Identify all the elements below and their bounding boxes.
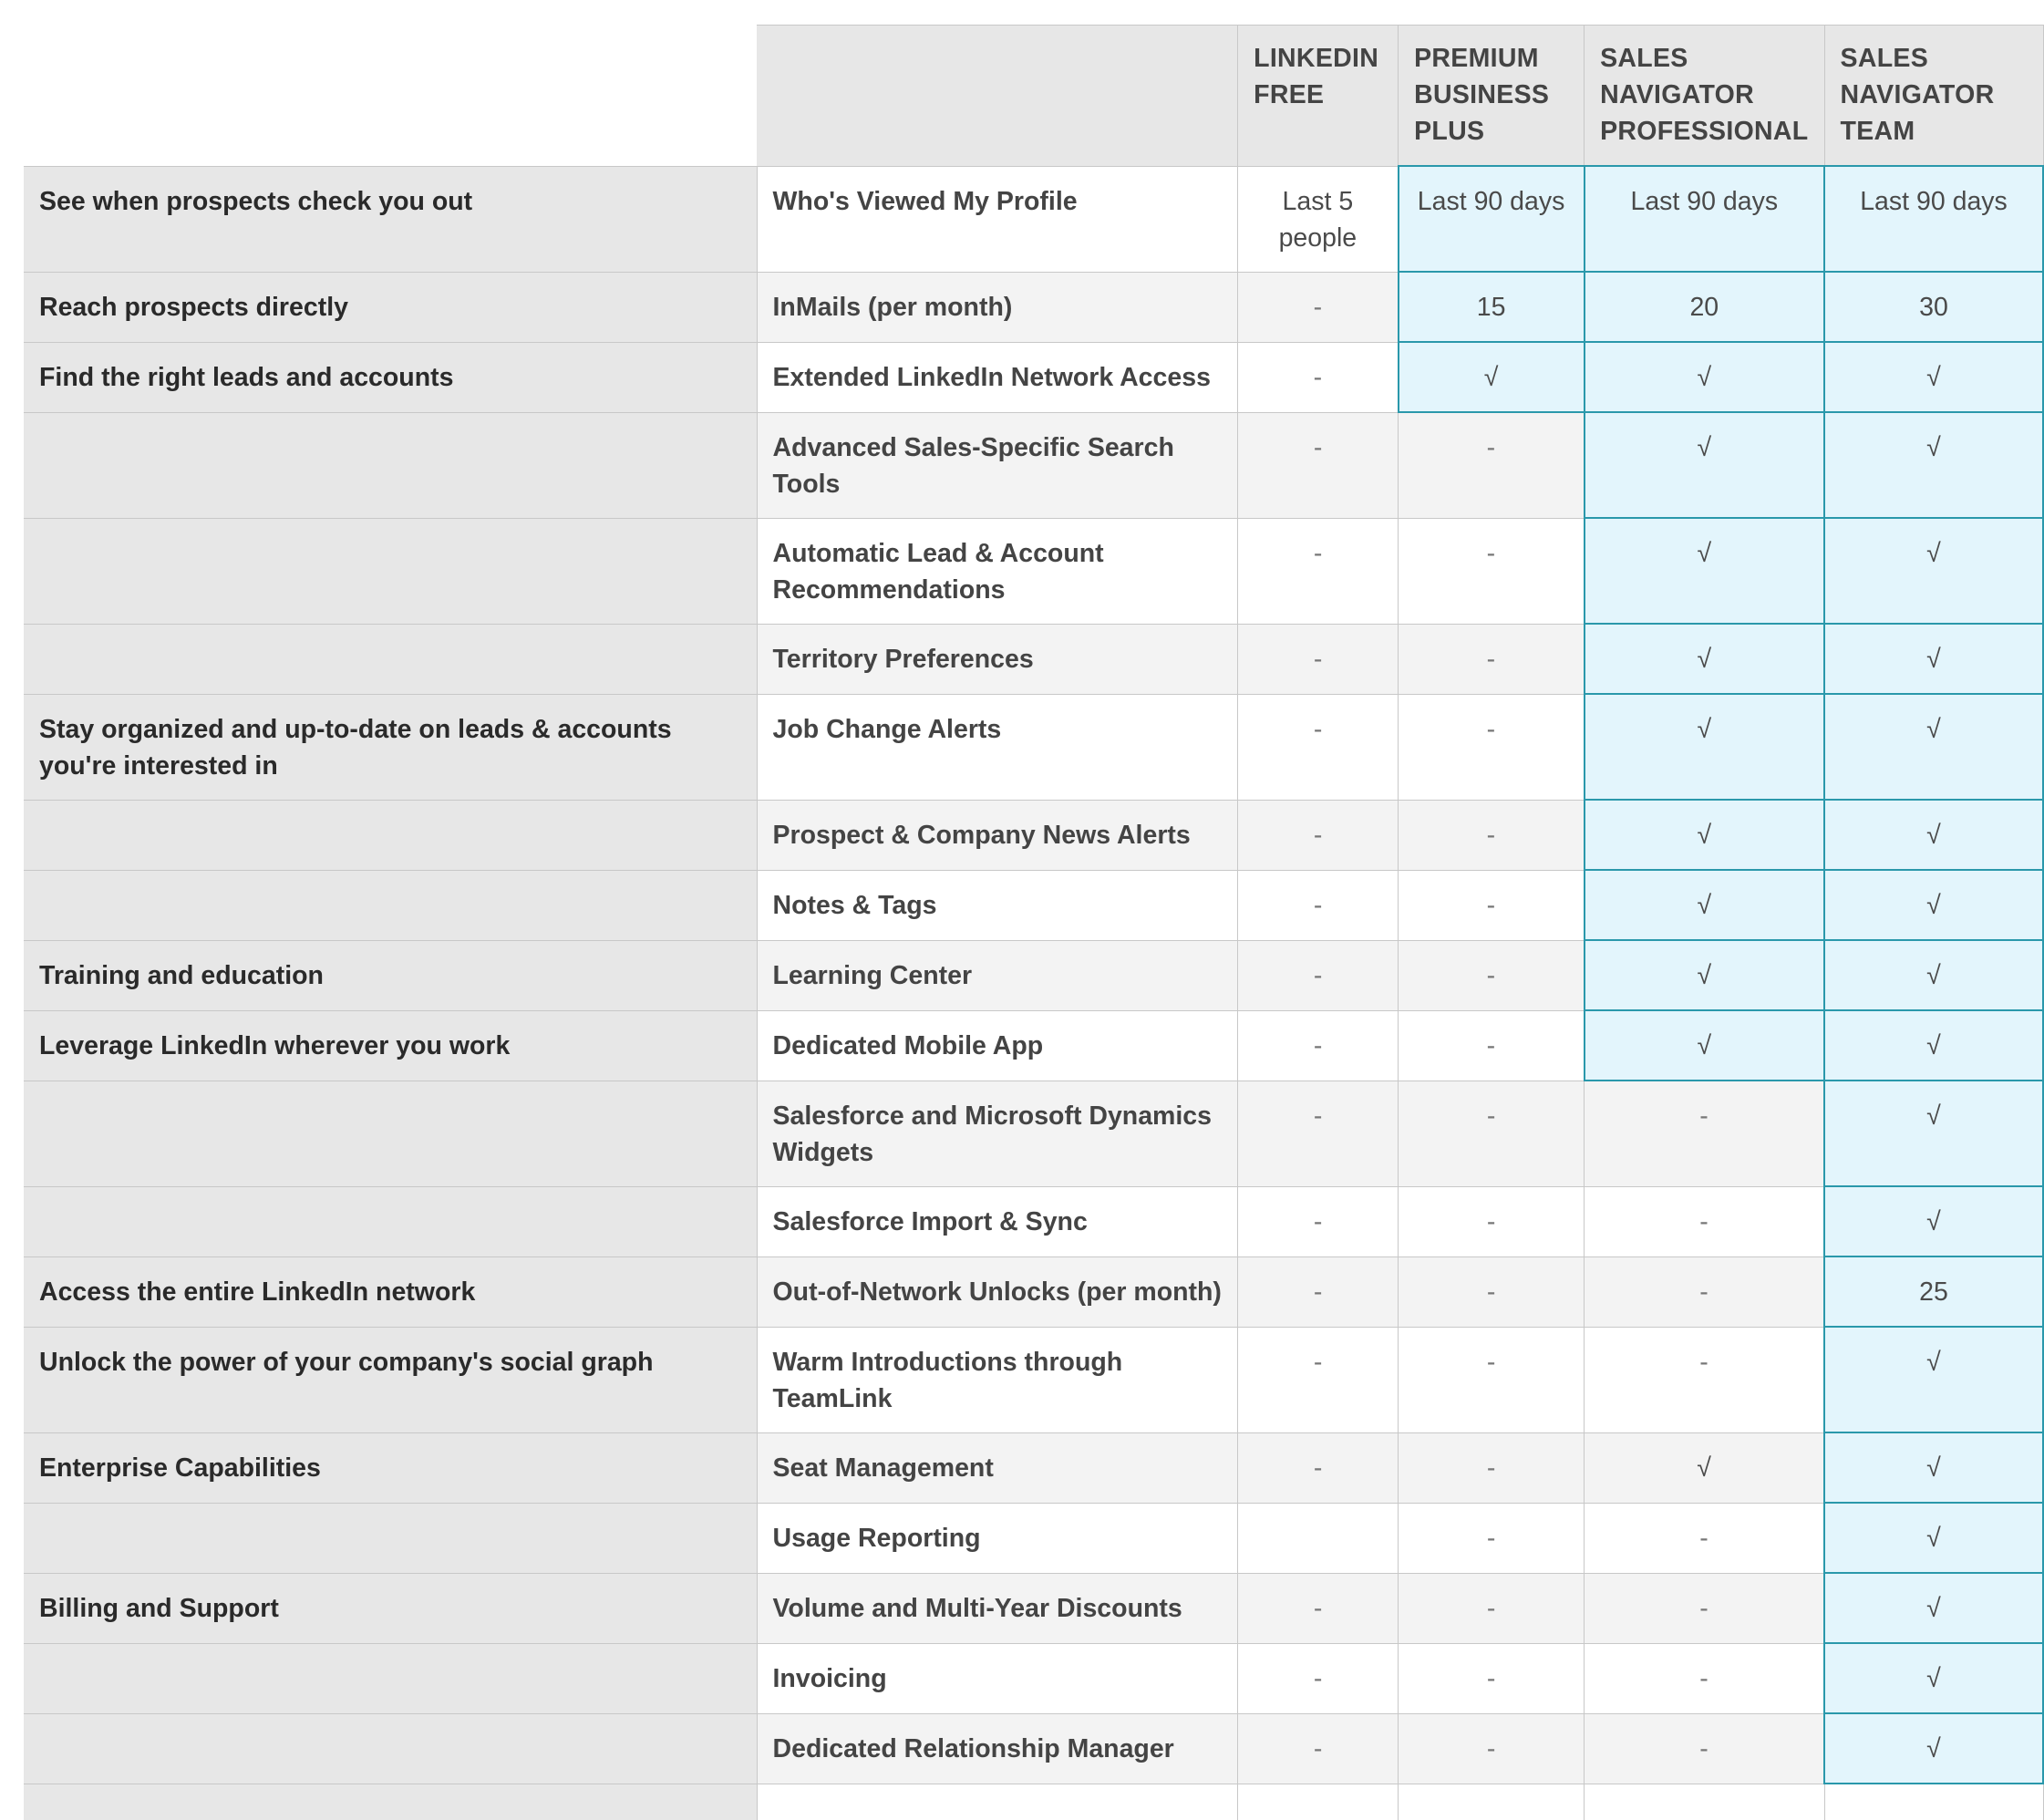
value-cell-sales-navigator-professional: - (1585, 1643, 1824, 1713)
value-cell-premium-business-plus: - (1399, 1573, 1585, 1643)
value-cell-premium-business-plus: - (1399, 624, 1585, 694)
feature-cell: Dedicated Relationship Manager (757, 1713, 1238, 1784)
benefit-cell (24, 1643, 757, 1713)
benefit-cell (24, 518, 757, 624)
value-cell-linkedin-free: Last 5 people (1238, 166, 1399, 272)
header-linkedin-free: LINKEDIN FREE (1238, 26, 1399, 167)
table-body (24, 166, 2043, 1820)
plan-comparison-table (24, 25, 2044, 1820)
benefit-cell (24, 800, 757, 870)
benefit-cell: Reach prospects directly (24, 272, 757, 342)
benefit-cell (24, 870, 757, 940)
feature-cell: Usage Reporting (757, 1503, 1238, 1573)
value-cell-sales-navigator-professional: - (1585, 1256, 1824, 1327)
value-cell-premium-business-plus: - (1399, 694, 1585, 800)
value-cell-sales-navigator-professional: √ (1585, 518, 1824, 624)
value-cell-linkedin-free: - (1238, 940, 1399, 1010)
benefit-cell: Leverage LinkedIn wherever you work (24, 1010, 757, 1081)
value-cell-sales-navigator-team: √ (1824, 1010, 2043, 1081)
table-row (24, 272, 2043, 342)
feature-cell: Salesforce Import & Sync (757, 1186, 1238, 1256)
feature-cell: Dedicated Mobile App (757, 1010, 1238, 1081)
table-row (24, 1010, 2043, 1081)
value-cell-sales-navigator-team: √ (1824, 1081, 2043, 1186)
table-row (24, 1432, 2043, 1503)
benefit-cell (24, 1081, 757, 1186)
empty-cell (1585, 1784, 1824, 1820)
value-cell-sales-navigator-professional: - (1585, 1327, 1824, 1432)
table-row (24, 1713, 2043, 1784)
empty-cell (1238, 1784, 1399, 1820)
feature-cell: Seat Management (757, 1432, 1238, 1503)
value-cell-sales-navigator-team: √ (1824, 1186, 2043, 1256)
benefit-cell: Enterprise Capabilities (24, 1432, 757, 1503)
benefit-cell: Billing and Support (24, 1573, 757, 1643)
empty-cell (1399, 1784, 1585, 1820)
feature-cell: Out-of-Network Unlocks (per month) (757, 1256, 1238, 1327)
feature-cell: Notes & Tags (757, 870, 1238, 940)
value-cell-sales-navigator-professional: Last 90 days (1585, 166, 1824, 272)
value-cell-sales-navigator-professional: √ (1585, 624, 1824, 694)
table-row (24, 1573, 2043, 1643)
value-cell-sales-navigator-team: √ (1824, 342, 2043, 412)
value-cell-premium-business-plus: - (1399, 1081, 1585, 1186)
value-cell-linkedin-free: - (1238, 272, 1399, 342)
value-cell-linkedin-free: - (1238, 1643, 1399, 1713)
table-row (24, 1643, 2043, 1713)
value-cell-sales-navigator-professional: √ (1585, 870, 1824, 940)
benefit-cell (24, 1186, 757, 1256)
benefit-cell (24, 624, 757, 694)
table-row (24, 624, 2043, 694)
empty-cell (757, 1784, 1238, 1820)
value-cell-linkedin-free: - (1238, 870, 1399, 940)
feature-cell: Automatic Lead & Account Recommendations (757, 518, 1238, 624)
header-blank-benefit (24, 26, 757, 167)
benefit-cell: Find the right leads and accounts (24, 342, 757, 412)
benefit-cell (24, 1713, 757, 1784)
comparison-table-container (24, 25, 2044, 1820)
value-cell-sales-navigator-team: √ (1824, 518, 2043, 624)
value-cell-sales-navigator-professional: √ (1585, 342, 1824, 412)
header-blank-feature (757, 26, 1238, 167)
value-cell-linkedin-free: - (1238, 1432, 1399, 1503)
feature-cell: Invoicing (757, 1643, 1238, 1713)
feature-cell: Territory Preferences (757, 624, 1238, 694)
value-cell-linkedin-free: - (1238, 1256, 1399, 1327)
value-cell-linkedin-free: - (1238, 1327, 1399, 1432)
value-cell-sales-navigator-team: √ (1824, 1503, 2043, 1573)
table-row (24, 870, 2043, 940)
table-row (24, 166, 2043, 272)
value-cell-sales-navigator-professional: √ (1585, 940, 1824, 1010)
header-sales-navigator-team: SALES NAVIGATOR TEAM (1824, 26, 2043, 167)
value-cell-premium-business-plus: - (1399, 1503, 1585, 1573)
value-cell-sales-navigator-team: Last 90 days (1824, 166, 2043, 272)
table-row (24, 342, 2043, 412)
table-row-partial (24, 1784, 2043, 1820)
empty-cell (1824, 1784, 2043, 1820)
value-cell-sales-navigator-team: √ (1824, 870, 2043, 940)
table-row (24, 940, 2043, 1010)
value-cell-premium-business-plus: Last 90 days (1399, 166, 1585, 272)
value-cell-premium-business-plus: - (1399, 1432, 1585, 1503)
feature-cell: Job Change Alerts (757, 694, 1238, 800)
value-cell-linkedin-free: - (1238, 624, 1399, 694)
table-row (24, 518, 2043, 624)
value-cell-linkedin-free: - (1238, 1010, 1399, 1081)
value-cell-sales-navigator-professional: √ (1585, 412, 1824, 518)
value-cell-sales-navigator-team: 25 (1824, 1256, 2043, 1327)
benefit-cell: Stay organized and up-to-date on leads & accounts you're interested in (24, 694, 757, 800)
table-row (24, 1256, 2043, 1327)
value-cell-premium-business-plus: √ (1399, 342, 1585, 412)
value-cell-sales-navigator-team: √ (1824, 1573, 2043, 1643)
value-cell-premium-business-plus: - (1399, 940, 1585, 1010)
benefit-cell: Unlock the power of your company's social graph (24, 1327, 757, 1432)
value-cell-sales-navigator-team: √ (1824, 940, 2043, 1010)
value-cell-premium-business-plus: 15 (1399, 272, 1585, 342)
feature-cell: InMails (per month) (757, 272, 1238, 342)
value-cell-linkedin-free: - (1238, 342, 1399, 412)
feature-cell: Advanced Sales-Specific Search Tools (757, 412, 1238, 518)
value-cell-sales-navigator-team: 30 (1824, 272, 2043, 342)
benefit-cell (24, 1503, 757, 1573)
value-cell-premium-business-plus: - (1399, 1186, 1585, 1256)
value-cell-sales-navigator-professional: - (1585, 1503, 1824, 1573)
value-cell-linkedin-free: - (1238, 694, 1399, 800)
value-cell-linkedin-free: - (1238, 518, 1399, 624)
table-row (24, 800, 2043, 870)
value-cell-linkedin-free: - (1238, 800, 1399, 870)
table-row (24, 1327, 2043, 1432)
table-row (24, 1081, 2043, 1186)
value-cell-sales-navigator-team: √ (1824, 694, 2043, 800)
value-cell-sales-navigator-professional: √ (1585, 1432, 1824, 1503)
header-premium-business-plus: PREMIUM BUSINESS PLUS (1399, 26, 1585, 167)
value-cell-sales-navigator-team: √ (1824, 1432, 2043, 1503)
empty-cell (24, 1784, 757, 1820)
value-cell-premium-business-plus: - (1399, 800, 1585, 870)
table-row (24, 1503, 2043, 1573)
value-cell-sales-navigator-professional: √ (1585, 800, 1824, 870)
header-row (24, 26, 2043, 167)
value-cell-linkedin-free (1238, 1503, 1399, 1573)
value-cell-linkedin-free: - (1238, 1713, 1399, 1784)
feature-cell: Warm Introductions through TeamLink (757, 1327, 1238, 1432)
header-sales-navigator-professional: SALES NAVIGATOR PROFESSIONAL (1585, 26, 1824, 167)
value-cell-linkedin-free: - (1238, 1186, 1399, 1256)
value-cell-sales-navigator-team: √ (1824, 800, 2043, 870)
value-cell-premium-business-plus: - (1399, 518, 1585, 624)
value-cell-premium-business-plus: - (1399, 870, 1585, 940)
value-cell-sales-navigator-team: √ (1824, 624, 2043, 694)
value-cell-premium-business-plus: - (1399, 1256, 1585, 1327)
value-cell-sales-navigator-team: √ (1824, 412, 2043, 518)
value-cell-sales-navigator-professional: - (1585, 1081, 1824, 1186)
value-cell-premium-business-plus: - (1399, 1713, 1585, 1784)
value-cell-linkedin-free: - (1238, 1573, 1399, 1643)
value-cell-sales-navigator-professional: - (1585, 1713, 1824, 1784)
feature-cell: Extended LinkedIn Network Access (757, 342, 1238, 412)
benefit-cell (24, 412, 757, 518)
table-row (24, 694, 2043, 800)
value-cell-sales-navigator-team: √ (1824, 1643, 2043, 1713)
feature-cell: Salesforce and Microsoft Dynamics Widgets (757, 1081, 1238, 1186)
benefit-cell: Access the entire LinkedIn network (24, 1256, 757, 1327)
value-cell-sales-navigator-team: √ (1824, 1327, 2043, 1432)
value-cell-premium-business-plus: - (1399, 1327, 1585, 1432)
value-cell-linkedin-free: - (1238, 412, 1399, 518)
value-cell-sales-navigator-professional: √ (1585, 1010, 1824, 1081)
table-row (24, 412, 2043, 518)
benefit-cell: See when prospects check you out (24, 166, 757, 272)
value-cell-sales-navigator-team: √ (1824, 1713, 2043, 1784)
table-row (24, 1186, 2043, 1256)
value-cell-sales-navigator-professional: - (1585, 1186, 1824, 1256)
feature-cell: Prospect & Company News Alerts (757, 800, 1238, 870)
feature-cell: Learning Center (757, 940, 1238, 1010)
value-cell-premium-business-plus: - (1399, 1010, 1585, 1081)
value-cell-sales-navigator-professional: √ (1585, 694, 1824, 800)
value-cell-premium-business-plus: - (1399, 1643, 1585, 1713)
value-cell-sales-navigator-professional: - (1585, 1573, 1824, 1643)
value-cell-premium-business-plus: - (1399, 412, 1585, 518)
benefit-cell: Training and education (24, 940, 757, 1010)
feature-cell: Volume and Multi-Year Discounts (757, 1573, 1238, 1643)
feature-cell: Who's Viewed My Profile (757, 166, 1238, 272)
value-cell-sales-navigator-professional: 20 (1585, 272, 1824, 342)
value-cell-linkedin-free: - (1238, 1081, 1399, 1186)
